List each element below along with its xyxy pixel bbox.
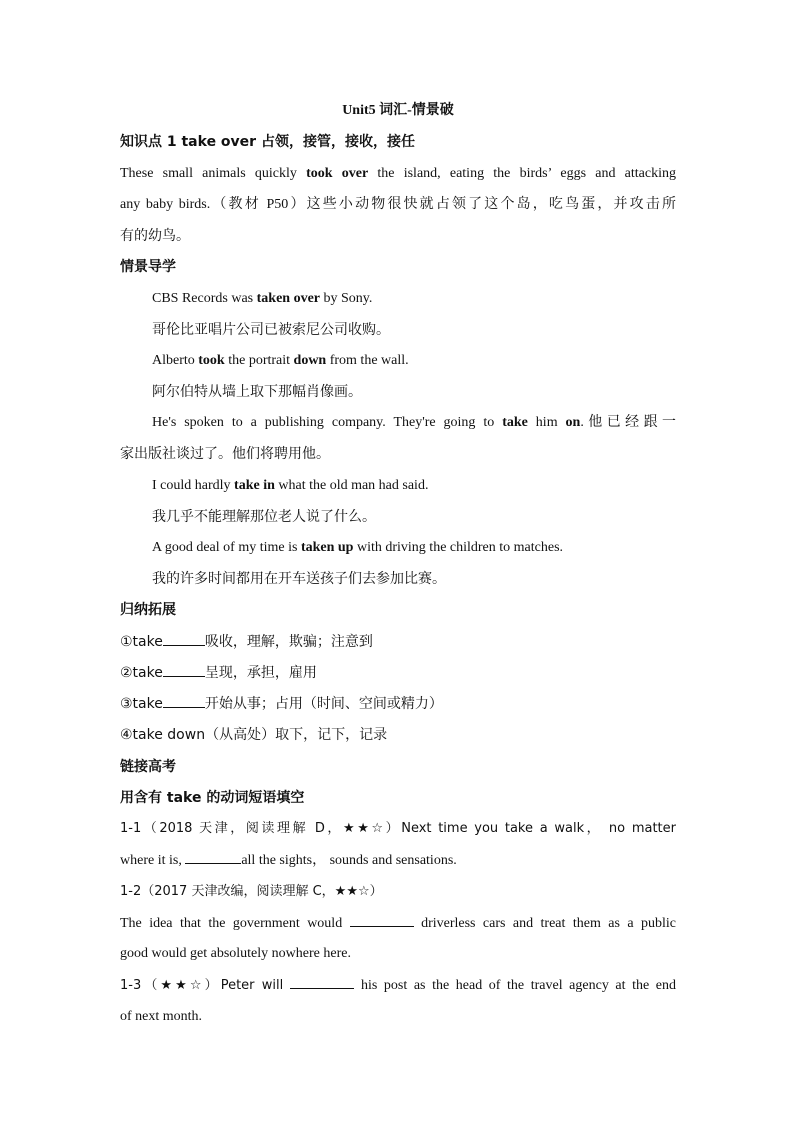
question-2-line-3: good would get absolutely nowhere here. bbox=[120, 946, 351, 961]
sentence-text: Alberto bbox=[152, 353, 199, 368]
question-text: 1-3（★★☆）Peter will bbox=[120, 978, 291, 993]
question-3-line-1 bbox=[120, 975, 676, 996]
bold-phrase: down bbox=[293, 353, 327, 368]
item-text: 呈现，承担，雇用 bbox=[204, 665, 317, 681]
answer-blank[interactable] bbox=[163, 663, 205, 677]
summary-item-4: ④take down（从高处）取下，记下，记录 bbox=[120, 727, 388, 743]
item-text: 吸收，理解，欺骗；注意到 bbox=[204, 634, 373, 650]
sentence-text: what the old man had said. bbox=[274, 478, 429, 493]
item-text: ①take bbox=[120, 634, 163, 650]
question-1-line-2 bbox=[120, 850, 676, 871]
answer-blank[interactable] bbox=[185, 850, 241, 864]
sentence-2-en bbox=[120, 351, 676, 371]
summary-item-1 bbox=[120, 632, 676, 652]
sentence-text: from the wall. bbox=[326, 353, 409, 368]
bold-phrase: taken over bbox=[256, 291, 321, 306]
example-text: the island, eating the birds’ eggs and attacking bbox=[368, 166, 676, 181]
sentence-text: with driving the children to matches. bbox=[353, 540, 564, 555]
bold-phrase: on bbox=[565, 415, 581, 430]
question-1-line-1: 1-1（2018 天津，阅读理解 D，★★☆）Next time you take a walk， no matter bbox=[120, 821, 676, 836]
summary-item-3 bbox=[120, 694, 676, 714]
question-text: driverless cars and treat them as a public bbox=[413, 916, 676, 931]
question-text: his post as the head of the travel agency at the end bbox=[354, 978, 676, 993]
sentence-text: I could hardly bbox=[152, 478, 235, 493]
question-2-line-1: 1-2（2017 天津改编，阅读理解 C，★★☆） bbox=[120, 884, 383, 899]
sentence-2-cn: 阿尔伯特从墙上取下那幅肖像画。 bbox=[152, 384, 362, 400]
question-2-line-2 bbox=[120, 913, 676, 934]
bold-phrase: took over bbox=[306, 166, 369, 181]
answer-blank[interactable] bbox=[290, 975, 354, 989]
item-text: 开始从事；占用（时间、空间或精力） bbox=[204, 696, 443, 712]
question-text: The idea that the government would bbox=[120, 916, 350, 931]
example-line-2: any baby birds.（教材 P50）这些小动物很快就占领了这个岛，吃鸟蛋，并攻击所 bbox=[120, 197, 676, 212]
item-text: ②take bbox=[120, 665, 163, 681]
item-text: ③take bbox=[120, 696, 163, 712]
sentence-text: .他已经跟一 bbox=[580, 415, 677, 430]
sentence-3-en bbox=[120, 413, 676, 433]
situation-guide-heading: 情景导学 bbox=[120, 259, 176, 275]
bold-phrase: taken up bbox=[300, 540, 354, 555]
answer-blank[interactable] bbox=[350, 913, 414, 927]
exam-link-heading: 链接高考 bbox=[120, 759, 176, 775]
sentence-3-cn: 家出版社谈过了。他们将聘用他。 bbox=[120, 446, 330, 462]
bold-phrase: take bbox=[502, 415, 528, 430]
summary-item-2 bbox=[120, 663, 676, 683]
exam-subheading: 用含有 take 的动词短语填空 bbox=[120, 790, 305, 806]
sentence-1-en bbox=[120, 289, 676, 309]
example-line-1 bbox=[120, 164, 676, 184]
example-line-3: 有的幼鸟。 bbox=[120, 228, 190, 244]
page-title: Unit5 词汇-情景破 bbox=[342, 103, 454, 118]
answer-blank[interactable] bbox=[163, 632, 205, 646]
sentence-text: He's spoken to a publishing company. They're going to bbox=[152, 415, 503, 430]
question-text: all the sights， sounds and sensations. bbox=[241, 853, 457, 868]
sentence-text: CBS Records was bbox=[152, 291, 257, 306]
sentence-text: him bbox=[527, 415, 566, 430]
sentence-5-cn: 我的许多时间都用在开车送孩子们去参加比赛。 bbox=[152, 571, 446, 587]
bold-phrase: took bbox=[198, 353, 225, 368]
summary-heading: 归纳拓展 bbox=[120, 602, 176, 618]
question-3-line-2: of next month. bbox=[120, 1009, 203, 1024]
sentence-1-cn: 哥伦比亚唱片公司已被索尼公司收购。 bbox=[152, 322, 390, 338]
question-text: where it is, bbox=[120, 853, 186, 868]
sentence-text: the portrait bbox=[224, 353, 294, 368]
sentence-5-en bbox=[120, 538, 676, 558]
example-text: These small animals quickly bbox=[120, 166, 307, 181]
sentence-4-en bbox=[120, 476, 676, 496]
sentence-text: A good deal of my time is bbox=[152, 540, 301, 555]
sentence-4-cn: 我几乎不能理解那位老人说了什么。 bbox=[152, 509, 376, 525]
sentence-text: by Sony. bbox=[320, 291, 373, 306]
knowledge-point-1-heading: 知识点 1 take over 占领，接管，接收，接任 bbox=[120, 134, 415, 150]
bold-phrase: take in bbox=[234, 478, 275, 493]
answer-blank[interactable] bbox=[163, 694, 205, 708]
